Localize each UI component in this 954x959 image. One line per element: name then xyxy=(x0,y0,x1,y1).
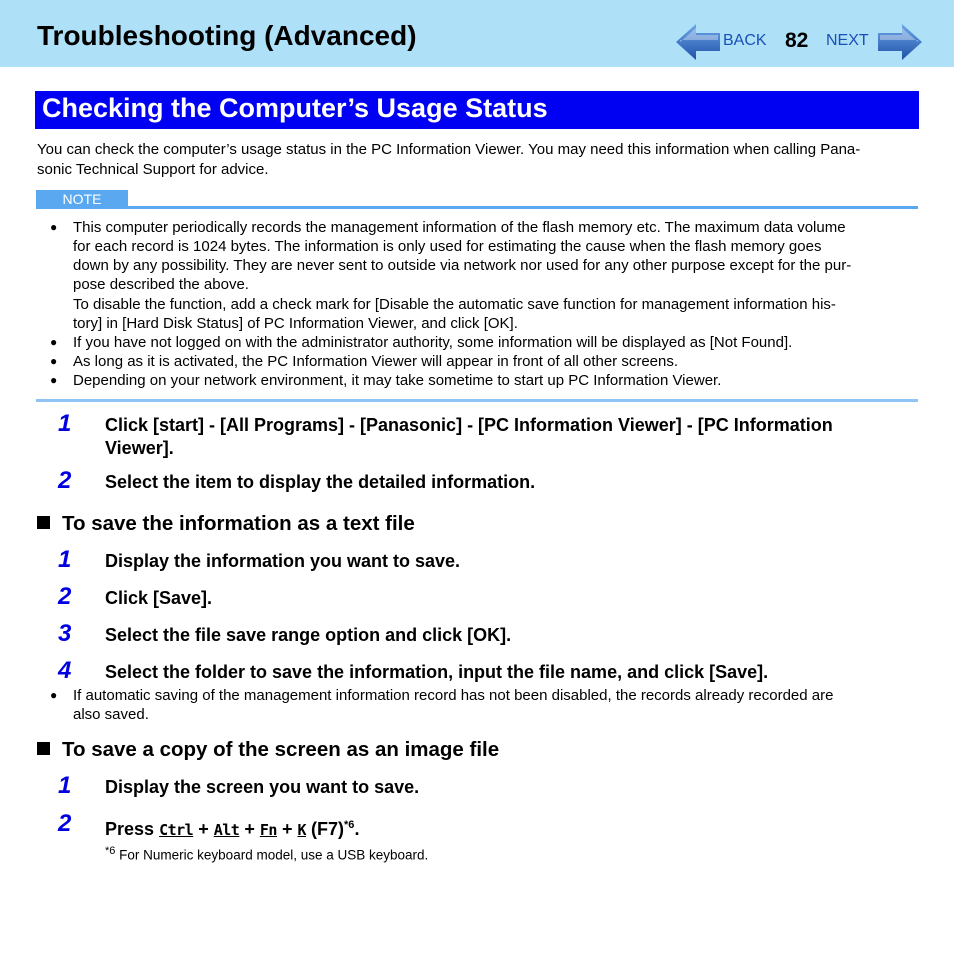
step-text-press-keys xyxy=(105,814,905,842)
plus-sign: + xyxy=(281,819,293,839)
step-text: Select the file save range option and click [OK]. xyxy=(105,625,512,645)
plus-sign: + xyxy=(244,819,255,839)
note-top-rule xyxy=(36,206,918,209)
section-title-bar xyxy=(35,91,919,129)
intro-line-1: You can check the computer’s usage status in the PC Information Viewer. You may need this information when calling Pana- xyxy=(37,141,861,158)
subsection-heading-text-file xyxy=(37,511,415,537)
press-label: Press xyxy=(105,819,155,839)
intro-line-2: sonic Technical Support for advice. xyxy=(37,161,269,178)
step-number: 2 xyxy=(58,810,72,837)
square-bullet-icon xyxy=(37,742,50,755)
subsection-heading-label: To save a copy of the screen as an image file xyxy=(62,738,500,761)
text-file-note-line-2: also saved. xyxy=(73,706,149,723)
step-number: 1 xyxy=(58,410,72,437)
page-title: Troubleshooting (Advanced) xyxy=(37,20,417,51)
note-item-1-line-4: pose described the above. xyxy=(73,276,249,293)
plus-sign: + xyxy=(198,819,209,839)
step-text: Select the item to display the detailed information. xyxy=(105,472,536,492)
footnote-text: For Numeric keyboard model, use a USB keyboard. xyxy=(115,847,429,863)
k-key: K xyxy=(297,821,307,839)
note-item-1-line-5: To disable the function, add a check mark for [Disable the automatic save function for management information his- xyxy=(73,296,836,313)
section-title: Checking the Computer’s Usage Status xyxy=(42,93,548,123)
footnote xyxy=(105,842,428,865)
next-arrow-icon[interactable] xyxy=(878,24,922,60)
note-item-1-line-2: for each record is 1024 bytes. The information is only used for estimating the cause when the flash memory goes xyxy=(73,238,822,255)
step-number: 1 xyxy=(58,546,72,573)
note-bottom-rule xyxy=(36,399,918,402)
note-item-1-line-6: tory] in [Hard Disk Status] of PC Information Viewer, and click [OK]. xyxy=(73,315,518,332)
fn-key: Fn xyxy=(259,821,277,839)
step-number: 3 xyxy=(58,620,72,647)
next-link[interactable]: NEXT xyxy=(826,32,869,49)
bullet-icon: ● xyxy=(50,373,58,387)
back-arrow-icon[interactable] xyxy=(676,24,720,60)
bullet-icon: ● xyxy=(50,688,58,702)
bullet-icon: ● xyxy=(50,335,58,349)
footnote-ref: *6 xyxy=(344,819,355,831)
ctrl-key: Ctrl xyxy=(159,821,194,839)
step-number: 2 xyxy=(58,583,72,610)
note-item-2: If you have not logged on with the administrator authority, some information will be displayed as [Not Found]. xyxy=(73,334,793,351)
step-number: 4 xyxy=(58,657,72,684)
note-item-3: As long as it is activated, the PC Information Viewer will appear in front of all other screens. xyxy=(73,353,679,370)
note-item-1-line-3: down by any possibility. They are never sent to outside via network nor used for any other purpose except for the pur- xyxy=(73,257,852,274)
note-label: NOTE xyxy=(36,190,128,208)
subsection-heading-label: To save the information as a text file xyxy=(62,512,415,535)
step-text: Display the screen you want to save. xyxy=(105,777,420,797)
step-number: 2 xyxy=(58,467,72,494)
step-text: Click [Save]. xyxy=(105,588,213,608)
alt-key: Alt xyxy=(213,821,240,839)
text-file-note-line-1: If automatic saving of the management information record has not been disabled, the records already recorded are xyxy=(73,687,834,704)
step-text-line-2: Viewer]. xyxy=(105,438,174,458)
step-text-line-1: Click [start] - [All Programs] - [Panasonic] - [PC Information Viewer] - [PC Information xyxy=(105,415,833,435)
square-bullet-icon xyxy=(37,516,50,529)
period: . xyxy=(354,819,360,839)
step-number: 1 xyxy=(58,772,72,799)
page-header xyxy=(0,0,954,67)
note-item-1-line-1: This computer periodically records the management information of the flash memory etc. The maximum data volume xyxy=(73,219,846,236)
page-number: 82 xyxy=(785,29,809,52)
step-text: Select the folder to save the information, input the file name, and click [Save]. xyxy=(105,662,769,682)
f7-label: (F7) xyxy=(311,819,345,839)
footnote-mark: *6 xyxy=(105,845,116,857)
bullet-icon: ● xyxy=(50,220,58,234)
subsection-heading-image-file xyxy=(37,737,499,763)
bullet-icon: ● xyxy=(50,354,58,368)
back-link[interactable]: BACK xyxy=(723,32,767,49)
note-item-4: Depending on your network environment, it may take sometime to start up PC Information Viewer. xyxy=(73,372,722,389)
step-text: Display the information you want to save. xyxy=(105,551,461,571)
